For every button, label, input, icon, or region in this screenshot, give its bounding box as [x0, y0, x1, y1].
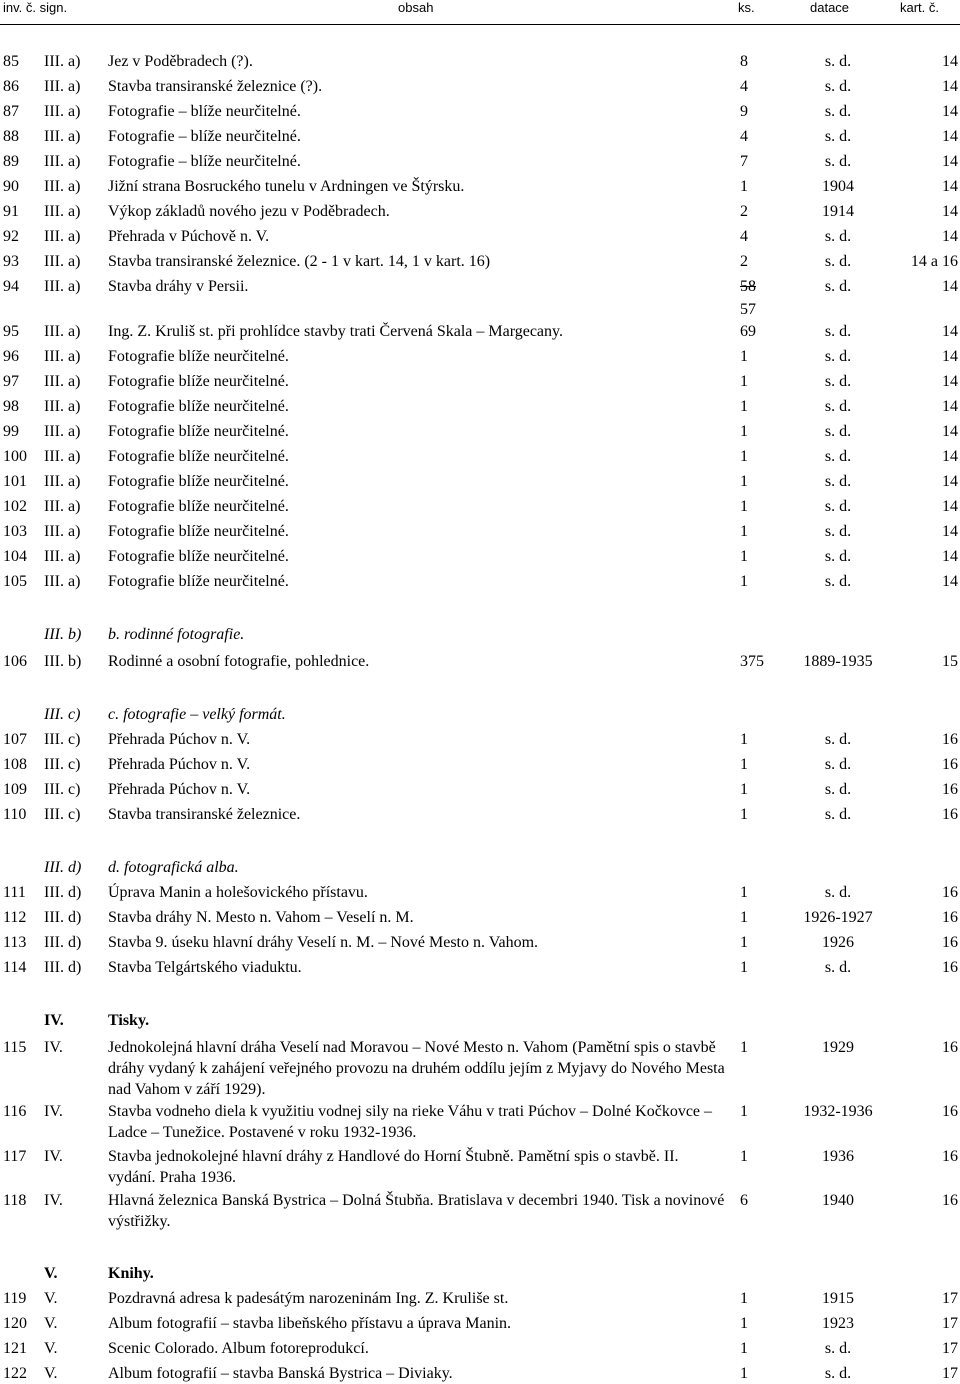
cell-no: 116	[3, 1103, 27, 1120]
cell-kart: 16	[942, 806, 958, 823]
cell-ks: 1	[740, 178, 748, 195]
cell-kart: 14	[942, 373, 958, 390]
cell-desc: Fotografie blíže neurčitelné.	[108, 373, 289, 390]
cell-desc: Stavba vodneho diela k využitiu vodnej sily na rieke Váhu v trati Púchov – Dolné Kočkovce – Ladce – Tunežice. Postavené v roku 1932-1936.	[108, 1103, 713, 1141]
cell-desc: Fotografie blíže neurčitelné.	[108, 473, 289, 490]
cell-no: 91	[3, 203, 19, 220]
cell-ks: 1	[740, 781, 748, 798]
cell-ks-corrected: 57	[740, 301, 756, 318]
cell-no: 87	[3, 103, 19, 120]
cell-sig: III. a)	[44, 473, 81, 490]
cell-dat: s. d.	[824, 423, 852, 440]
cell-desc: c. fotografie – velký formát.	[108, 706, 286, 723]
cell-sig: V.	[44, 1340, 58, 1357]
cell-kart: 14	[942, 573, 958, 590]
cell-ks: 2	[740, 203, 748, 220]
cell-sig: III. a)	[44, 278, 81, 295]
cell-dat: 1889-1935	[803, 653, 873, 670]
cell-desc: Přehrada Púchov n. V.	[108, 756, 251, 773]
cell-sig: III. a)	[44, 423, 81, 440]
cell-sig: III. a)	[44, 523, 81, 540]
cell-desc: Album fotografií – stavba libeňského přístavu a úprava Manin.	[108, 1315, 512, 1332]
cell-sig: III. c)	[44, 706, 81, 723]
cell-dat: s. d.	[824, 781, 852, 798]
cell-ks: 1	[740, 373, 748, 390]
cell-sig: III. a)	[44, 178, 81, 195]
cell-dat: s. d.	[824, 523, 852, 540]
cell-ks: 8	[740, 53, 748, 70]
cell-kart: 16	[942, 781, 958, 798]
cell-desc: d. fotografická alba.	[108, 859, 239, 876]
cell-kart: 14 a 16	[910, 253, 958, 270]
cell-kart: 16	[942, 1148, 958, 1165]
cell-sig: III. a)	[44, 323, 81, 340]
cell-dat: 1936	[822, 1148, 854, 1165]
cell-no: 112	[3, 909, 27, 926]
cell-no: 107	[3, 731, 27, 748]
cell-ks: 1	[740, 959, 748, 976]
cell-ks: 1	[740, 1365, 748, 1382]
cell-desc: Fotografie blíže neurčitelné.	[108, 523, 289, 540]
cell-desc: Stavba jednokolejné hlavní dráhy z Handlové do Horní Štubně. Pamětní spis o stavbě. II. vydání. Praha 1936.	[108, 1148, 679, 1186]
cell-no: 104	[3, 548, 27, 565]
cell-kart: 14	[942, 398, 958, 415]
cell-dat: s. d.	[824, 884, 852, 901]
cell-ks: 4	[740, 128, 748, 145]
cell-sig: IV.	[44, 1192, 63, 1209]
cell-dat: s. d.	[824, 756, 852, 773]
cell-desc: Stavba transiranské železnice. (2 - 1 v kart. 14, 1 v kart. 16)	[108, 253, 491, 270]
cell-sig: IV.	[44, 1039, 63, 1056]
cell-kart: 16	[942, 959, 958, 976]
cell-sig: III. a)	[44, 348, 81, 365]
cell-desc: Přehrada v Púchově n. V.	[108, 228, 270, 245]
cell-dat: s. d.	[824, 253, 852, 270]
cell-sig: III. d)	[44, 884, 82, 901]
cell-kart: 16	[942, 731, 958, 748]
cell-ks: 58	[740, 278, 756, 295]
cell-ks: 1	[740, 1315, 748, 1332]
cell-sig: III. c)	[44, 756, 81, 773]
cell-ks: 1	[740, 1340, 748, 1357]
cell-sig: III. a)	[44, 203, 81, 220]
cell-sig: III. a)	[44, 103, 81, 120]
cell-sig: III. a)	[44, 78, 81, 95]
cell-dat: s. d.	[824, 103, 852, 120]
cell-desc: Fotografie blíže neurčitelné.	[108, 398, 289, 415]
cell-ks: 1	[740, 473, 748, 490]
cell-desc: Jez v Poděbradech (?).	[108, 53, 253, 70]
cell-dat: s. d.	[824, 473, 852, 490]
cell-kart: 14	[942, 128, 958, 145]
cell-sig: III. a)	[44, 373, 81, 390]
cell-sig: V.	[44, 1265, 58, 1282]
cell-kart: 14	[942, 323, 958, 340]
cell-desc: Stavba 9. úseku hlavní dráhy Veselí n. M. – Nové Mesto n. Vahom.	[108, 934, 539, 951]
cell-no: 122	[3, 1365, 27, 1382]
cell-no: 92	[3, 228, 19, 245]
cell-dat: s. d.	[824, 1340, 852, 1357]
cell-no: 106	[3, 653, 27, 670]
cell-no: 110	[3, 806, 27, 823]
cell-ks: 1	[740, 1103, 748, 1120]
cell-ks: 7	[740, 153, 748, 170]
cell-kart: 14	[942, 498, 958, 515]
cell-kart: 16	[942, 1192, 958, 1209]
cell-no: 94	[3, 278, 19, 295]
cell-sig: III. c)	[44, 731, 81, 748]
cell-sig: IV.	[44, 1103, 63, 1120]
cell-sig: III. a)	[44, 573, 81, 590]
cell-no: 85	[3, 53, 19, 70]
cell-ks: 1	[740, 909, 748, 926]
cell-dat: s. d.	[824, 78, 852, 95]
cell-dat: s. d.	[824, 348, 852, 365]
cell-ks: 1	[740, 498, 748, 515]
cell-dat: 1929	[822, 1039, 854, 1056]
cell-sig: III. d)	[44, 934, 82, 951]
cell-desc: Přehrada Púchov n. V.	[108, 781, 251, 798]
cell-dat: s. d.	[824, 53, 852, 70]
cell-kart: 16	[942, 884, 958, 901]
cell-kart: 14	[942, 348, 958, 365]
cell-desc: Fotografie blíže neurčitelné.	[108, 548, 289, 565]
cell-dat: s. d.	[824, 398, 852, 415]
cell-kart: 17	[942, 1340, 958, 1357]
cell-sig: V.	[44, 1290, 58, 1307]
cell-no: 103	[3, 523, 27, 540]
cell-ks: 1	[740, 573, 748, 590]
cell-sig: III. a)	[44, 548, 81, 565]
cell-kart: 17	[942, 1290, 958, 1307]
cell-dat: 1932-1936	[803, 1103, 873, 1120]
cell-kart: 14	[942, 228, 958, 245]
cell-dat: s. d.	[824, 278, 852, 295]
cell-desc: Fotografie blíže neurčitelné.	[108, 498, 289, 515]
cell-ks: 1	[740, 934, 748, 951]
cell-dat: s. d.	[824, 128, 852, 145]
cell-sig: V.	[44, 1315, 58, 1332]
cell-kart: 14	[942, 103, 958, 120]
cell-no: 121	[3, 1340, 27, 1357]
cell-sig: III. a)	[44, 53, 81, 70]
header-kart: kart. č.	[900, 0, 940, 15]
cell-sig: III. d)	[44, 859, 82, 876]
cell-sig: III. d)	[44, 909, 82, 926]
cell-ks: 1	[740, 756, 748, 773]
cell-ks: 1	[740, 548, 748, 565]
header-datace: datace	[810, 0, 850, 15]
cell-kart: 14	[942, 548, 958, 565]
cell-desc: Úprava Manin a holešovického přístavu.	[108, 884, 368, 901]
cell-no: 105	[3, 573, 27, 590]
cell-kart: 16	[942, 909, 958, 926]
cell-kart: 16	[942, 756, 958, 773]
cell-kart: 14	[942, 423, 958, 440]
cell-no: 86	[3, 78, 19, 95]
cell-kart: 17	[942, 1365, 958, 1382]
cell-dat: 1923	[822, 1315, 854, 1332]
cell-desc: Fotografie – blíže neurčitelné.	[108, 153, 301, 170]
cell-dat: s. d.	[824, 959, 852, 976]
cell-dat: 1926-1927	[803, 909, 873, 926]
cell-sig: III. c)	[44, 781, 81, 798]
cell-sig: V.	[44, 1365, 58, 1382]
cell-desc: Stavba transiranské železnice.	[108, 806, 301, 823]
cell-ks: 1	[740, 1290, 748, 1307]
cell-no: 120	[3, 1315, 27, 1332]
cell-ks: 1	[740, 1039, 748, 1056]
cell-desc: Stavba dráhy v Persii.	[108, 278, 249, 295]
header-ks: ks.	[738, 0, 755, 15]
cell-dat: s. d.	[824, 573, 852, 590]
cell-no: 90	[3, 178, 19, 195]
cell-desc: Hlavná železnica Banská Bystrica – Dolná Štubňa. Bratislava v decembri 1940. Tisk a novinové výstřižky.	[108, 1192, 725, 1230]
header-obsah: obsah	[398, 0, 434, 15]
cell-no: 118	[3, 1192, 27, 1209]
cell-ks: 1	[740, 423, 748, 440]
cell-desc: Fotografie blíže neurčitelné.	[108, 448, 289, 465]
cell-desc: Scenic Colorado. Album fotoreprodukcí.	[108, 1340, 369, 1357]
cell-kart: 14	[942, 78, 958, 95]
cell-no: 108	[3, 756, 27, 773]
cell-no: 101	[3, 473, 27, 490]
cell-sig: III. c)	[44, 806, 81, 823]
cell-dat: s. d.	[824, 323, 852, 340]
cell-kart: 14	[942, 203, 958, 220]
cell-no: 88	[3, 128, 19, 145]
cell-desc: Tisky.	[108, 1012, 150, 1029]
cell-ks: 1	[740, 731, 748, 748]
cell-desc: b. rodinné fotografie.	[108, 626, 245, 643]
cell-kart: 14	[942, 278, 958, 295]
cell-ks: 1	[740, 523, 748, 540]
cell-ks: 1	[740, 348, 748, 365]
cell-ks: 1	[740, 398, 748, 415]
cell-dat: s. d.	[824, 153, 852, 170]
cell-dat: 1914	[822, 203, 854, 220]
cell-dat: s. d.	[824, 806, 852, 823]
cell-kart: 14	[942, 523, 958, 540]
cell-sig: III. a)	[44, 228, 81, 245]
cell-sig: III. b)	[44, 626, 82, 643]
cell-dat: s. d.	[824, 228, 852, 245]
cell-dat: s. d.	[824, 731, 852, 748]
cell-sig: III. b)	[44, 653, 82, 670]
cell-dat: 1940	[822, 1192, 854, 1209]
cell-no: 113	[3, 934, 27, 951]
cell-desc: Fotografie blíže neurčitelné.	[108, 348, 289, 365]
cell-no: 109	[3, 781, 27, 798]
cell-dat: s. d.	[824, 498, 852, 515]
cell-desc: Fotografie blíže neurčitelné.	[108, 573, 289, 590]
cell-sig: III. a)	[44, 498, 81, 515]
cell-kart: 16	[942, 1039, 958, 1056]
cell-no: 93	[3, 253, 19, 270]
header-inv-sign: inv. č. sign.	[3, 0, 68, 15]
cell-sig: III. a)	[44, 128, 81, 145]
cell-kart: 14	[942, 153, 958, 170]
cell-desc: Stavba Telgártského viaduktu.	[108, 959, 302, 976]
cell-ks: 375	[740, 653, 764, 670]
cell-kart: 14	[942, 178, 958, 195]
cell-sig: III. a)	[44, 253, 81, 270]
cell-kart: 14	[942, 448, 958, 465]
cell-ks: 9	[740, 103, 748, 120]
cell-no: 96	[3, 348, 19, 365]
cell-desc: Výkop základů nového jezu v Poděbradech.	[108, 203, 390, 220]
cell-desc: Fotografie – blíže neurčitelné.	[108, 103, 301, 120]
cell-no: 99	[3, 423, 19, 440]
cell-no: 100	[3, 448, 27, 465]
cell-no: 98	[3, 398, 19, 415]
cell-sig: III. a)	[44, 398, 81, 415]
cell-kart: 14	[942, 53, 958, 70]
cell-no: 111	[3, 884, 26, 901]
cell-kart: 16	[942, 934, 958, 951]
cell-no: 97	[3, 373, 19, 390]
cell-desc: Jižní strana Bosruckého tunelu v Ardningen ve Štýrsku.	[108, 178, 465, 195]
cell-desc: Stavba dráhy N. Mesto n. Vahom – Veselí n. M.	[108, 909, 414, 926]
cell-desc: Fotografie – blíže neurčitelné.	[108, 128, 301, 145]
cell-desc: Knihy.	[108, 1265, 154, 1282]
cell-desc: Fotografie blíže neurčitelné.	[108, 423, 289, 440]
cell-ks: 1	[740, 806, 748, 823]
cell-desc: Album fotografií – stavba Banská Bystrica – Diviaky.	[108, 1365, 453, 1382]
cell-desc: Ing. Z. Kruliš st. při prohlídce stavby trati Červená Skala – Margecany.	[108, 323, 563, 340]
cell-dat: 1904	[822, 178, 854, 195]
cell-ks: 1	[740, 1148, 748, 1165]
cell-ks: 1	[740, 448, 748, 465]
cell-sig: III. a)	[44, 448, 81, 465]
cell-ks: 6	[740, 1192, 748, 1209]
cell-desc: Rodinné a osobní fotografie, pohlednice.	[108, 653, 370, 670]
cell-sig: III. a)	[44, 153, 81, 170]
cell-no: 95	[3, 323, 19, 340]
cell-ks: 2	[740, 253, 748, 270]
cell-dat: 1926	[822, 934, 854, 951]
cell-sig: IV.	[44, 1148, 63, 1165]
cell-ks: 1	[740, 884, 748, 901]
cell-kart: 15	[942, 653, 958, 670]
cell-no: 114	[3, 959, 27, 976]
cell-kart: 16	[942, 1103, 958, 1120]
cell-dat: s. d.	[824, 448, 852, 465]
cell-sig: III. d)	[44, 959, 82, 976]
cell-ks: 69	[740, 323, 756, 340]
cell-kart: 14	[942, 473, 958, 490]
cell-sig: IV.	[44, 1012, 64, 1029]
cell-desc: Stavba transiranské železnice (?).	[108, 78, 323, 95]
cell-no: 119	[3, 1290, 27, 1307]
cell-desc: Přehrada Púchov n. V.	[108, 731, 251, 748]
cell-desc: Pozdravná adresa k padesátým narozeninám Ing. Z. Kruliše st.	[108, 1290, 509, 1307]
cell-ks: 4	[740, 228, 748, 245]
cell-dat: s. d.	[824, 373, 852, 390]
cell-no: 117	[3, 1148, 27, 1165]
cell-no: 115	[3, 1039, 27, 1056]
cell-dat: s. d.	[824, 1365, 852, 1382]
cell-no: 102	[3, 498, 27, 515]
cell-desc: Jednokolejná hlavní dráha Veselí nad Moravou – Nové Mesto n. Vahom (Pamětní spis o stavbě dráhy vydaný k zahájení veřejného provozu na druhém oddílu jejím z Myjavy do Nového Mesta nad Vahom v září 1929).	[108, 1039, 725, 1098]
cell-dat: s. d.	[824, 548, 852, 565]
cell-kart: 17	[942, 1315, 958, 1332]
cell-ks: 4	[740, 78, 748, 95]
cell-dat: 1915	[822, 1290, 854, 1307]
cell-no: 89	[3, 153, 19, 170]
